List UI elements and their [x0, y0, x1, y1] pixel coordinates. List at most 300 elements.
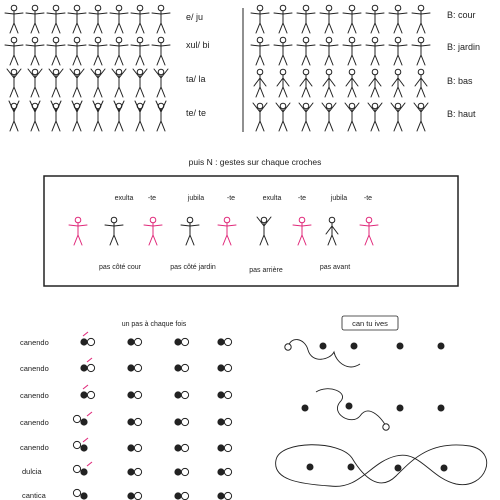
figure-left	[68, 5, 86, 33]
tr-label-2: B: jardin	[447, 42, 481, 52]
figure-leg	[157, 23, 161, 33]
figure-head	[11, 5, 17, 11]
figure-left	[7, 69, 21, 97]
figure-leg	[371, 87, 375, 97]
figure-right	[251, 37, 269, 65]
figure-leg	[394, 55, 398, 65]
dot-open	[224, 418, 231, 425]
figure-arm	[412, 13, 421, 14]
figure-leg	[352, 55, 356, 65]
figure-arm	[91, 69, 98, 78]
dot-filled	[80, 492, 87, 499]
figure-pink	[360, 217, 378, 245]
figure-leg	[119, 121, 123, 131]
figure-arm	[110, 45, 119, 46]
figure-arm	[398, 45, 407, 46]
figure-leg	[394, 121, 398, 131]
figure-right	[368, 103, 382, 131]
figure-leg	[283, 55, 287, 65]
figure-arm	[283, 13, 292, 14]
figure-grid-left	[5, 5, 170, 131]
canon-diagrams	[276, 340, 487, 487]
figure-left	[135, 101, 145, 131]
figure-arm	[274, 45, 283, 46]
figure-leg	[52, 55, 56, 65]
figure-head	[326, 69, 332, 75]
figure-arm	[414, 103, 421, 112]
figure-leg	[332, 235, 336, 245]
figure-leg	[161, 87, 165, 97]
figure-pink	[69, 217, 87, 245]
figure-arm	[161, 13, 170, 14]
figure-arm	[297, 13, 306, 14]
figure-right	[346, 69, 358, 97]
dot-open	[134, 338, 141, 345]
figure-left	[5, 37, 23, 65]
figure-arm	[119, 45, 128, 46]
dot-filled	[127, 468, 134, 475]
figure-leg	[14, 87, 18, 97]
figure-arm	[98, 13, 107, 14]
figure-gesture	[105, 217, 123, 245]
figure-head	[11, 37, 17, 43]
figure-leg	[329, 87, 333, 97]
figure-leg	[329, 23, 333, 33]
figure-left	[51, 101, 61, 131]
dot-filled	[217, 468, 224, 475]
figure-leg	[52, 23, 56, 33]
figure-arm	[283, 103, 290, 112]
figure-leg	[190, 235, 194, 245]
figure-leg	[421, 121, 425, 131]
figure-arm	[133, 69, 140, 78]
syllable-7: jubila	[330, 195, 348, 202]
figure-arm	[161, 45, 170, 46]
figure-leg	[264, 235, 268, 245]
figure-grid-right	[251, 5, 430, 131]
figure-leg	[119, 55, 123, 65]
figure-arm	[302, 225, 311, 226]
figure-head	[95, 69, 101, 75]
figure-left	[131, 5, 149, 33]
figure-head	[75, 217, 81, 223]
figure-arm	[421, 45, 430, 46]
dot-open	[134, 418, 141, 425]
figure-arm	[412, 45, 421, 46]
figure-head	[303, 37, 309, 43]
figure-right	[414, 103, 428, 131]
figure-leg	[94, 55, 98, 65]
figure-arm	[72, 101, 77, 112]
figure-arm	[218, 225, 227, 226]
figure-leg	[398, 121, 402, 131]
canon-dot	[348, 464, 355, 471]
figure-leg	[329, 121, 333, 131]
figure-arm	[14, 45, 23, 46]
dot-open	[87, 364, 94, 371]
figure-arm	[98, 69, 105, 78]
figure-leg	[56, 55, 60, 65]
figure-arm	[47, 45, 56, 46]
figure-arm	[293, 225, 302, 226]
figure-leg	[283, 23, 287, 33]
figure-head	[280, 103, 286, 109]
figure-leg	[398, 23, 402, 33]
dot-filled	[174, 418, 181, 425]
figure-leg	[421, 23, 425, 33]
figure-arm	[297, 45, 306, 46]
figure-head	[95, 37, 101, 43]
figure-head	[326, 37, 332, 43]
figure-leg	[186, 235, 190, 245]
figure-head	[257, 103, 263, 109]
figure-leg	[77, 55, 81, 65]
figure-head	[74, 69, 80, 75]
dot-open	[224, 492, 231, 499]
figure-right	[277, 69, 289, 97]
figure-arm	[68, 13, 77, 14]
figure-leg	[325, 23, 329, 33]
figure-leg	[119, 87, 123, 97]
figure-leg	[417, 87, 421, 97]
figure-arm	[343, 13, 352, 14]
figure-arm	[14, 13, 23, 14]
caption-jardin: pas côté jardin	[170, 264, 216, 271]
figure-arm	[389, 13, 398, 14]
figure-leg	[279, 87, 283, 97]
figure-left	[133, 69, 147, 97]
figure-leg	[149, 235, 153, 245]
figure-arm	[332, 226, 338, 234]
figure-arm	[260, 45, 269, 46]
figure-arm	[320, 45, 329, 46]
figure-arm	[131, 45, 140, 46]
figure-right	[323, 69, 335, 97]
figure-leg	[56, 121, 60, 131]
figure-leg	[348, 55, 352, 65]
figure-head	[74, 37, 80, 43]
figure-left	[114, 101, 124, 131]
figure-arm	[153, 225, 162, 226]
figure-arm	[56, 69, 63, 78]
figure-arm	[131, 13, 140, 14]
dot-open	[224, 364, 231, 371]
figure-arm	[306, 103, 313, 112]
figure-leg	[279, 121, 283, 131]
figure-leg	[94, 87, 98, 97]
syllable-8: -te	[363, 195, 373, 202]
figure-arm	[56, 45, 65, 46]
dot-open	[224, 468, 231, 475]
dot-filled	[174, 492, 181, 499]
figure-leg	[157, 87, 161, 97]
figure-right	[392, 69, 404, 97]
figure-arm	[35, 69, 42, 78]
figure-leg	[394, 23, 398, 33]
figure-arm	[227, 225, 236, 226]
figure-leg	[14, 121, 18, 131]
figure-arm	[326, 226, 332, 234]
figure-head	[158, 37, 164, 43]
figure-leg	[260, 55, 264, 65]
figure-arm	[69, 225, 78, 226]
section-title: puis N : gestes sur chaque croches	[188, 157, 322, 167]
dot-open	[181, 492, 188, 499]
figure-leg	[325, 121, 329, 131]
dot-open	[73, 489, 80, 496]
figure-gesture	[181, 217, 199, 245]
figure-leg	[375, 121, 379, 131]
figure-leg	[375, 23, 379, 33]
figure-gesture	[326, 217, 338, 245]
figure-head	[257, 5, 263, 11]
dot-open	[73, 415, 80, 422]
dot-filled	[174, 468, 181, 475]
canon-dot	[395, 465, 402, 472]
figure-arm	[119, 101, 124, 112]
figure-arm	[49, 69, 56, 78]
figure-left	[49, 69, 63, 97]
figure-arm	[352, 45, 361, 46]
dot-open	[181, 391, 188, 398]
figure-head	[326, 5, 332, 11]
figure-left	[93, 101, 103, 131]
figure-leg	[10, 87, 14, 97]
figure-arm	[320, 13, 329, 14]
figure-leg	[140, 55, 144, 65]
figure-left	[47, 5, 65, 33]
figure-leg	[73, 87, 77, 97]
figure-arm	[89, 13, 98, 14]
dot-open	[134, 468, 141, 475]
figure-arm	[77, 45, 86, 46]
figure-arm	[375, 103, 382, 112]
dot-filled	[127, 444, 134, 451]
figure-left	[154, 69, 168, 97]
figure-head	[372, 37, 378, 43]
figure-head	[257, 37, 263, 43]
figure-leg	[14, 23, 18, 33]
figure-leg	[115, 23, 119, 33]
figure-head	[280, 37, 286, 43]
figure-leg	[279, 23, 283, 33]
dot-filled	[174, 444, 181, 451]
figure-leg	[136, 121, 140, 131]
figure-leg	[115, 87, 119, 97]
figure-head	[150, 217, 156, 223]
figure-leg	[279, 55, 283, 65]
figure-arm	[47, 13, 56, 14]
figure-arm	[77, 13, 86, 14]
figure-arm	[119, 69, 126, 78]
figure-right	[297, 37, 315, 65]
figure-leg	[283, 87, 287, 97]
figure-leg	[325, 87, 329, 97]
figure-leg	[371, 55, 375, 65]
figure-head	[257, 69, 263, 75]
figure-leg	[153, 235, 157, 245]
figure-arm	[299, 103, 306, 112]
figure-right	[274, 37, 292, 65]
figure-arm	[253, 103, 260, 112]
figure-head	[11, 69, 17, 75]
canon-dot	[397, 343, 404, 350]
figure-leg	[302, 23, 306, 33]
caption-arriere: pas arrière	[249, 267, 283, 274]
figure-head	[32, 69, 38, 75]
figure-leg	[115, 55, 119, 65]
figure-head	[395, 103, 401, 109]
figure-head	[418, 69, 424, 75]
figure-arm	[274, 13, 283, 14]
figure-arm	[135, 101, 140, 112]
figure-leg	[10, 121, 14, 131]
canon-dot	[438, 405, 445, 412]
dot-filled	[217, 418, 224, 425]
figure-arm	[375, 45, 384, 46]
figure-head	[303, 5, 309, 11]
dot-filled	[127, 364, 134, 371]
figure-head	[224, 217, 230, 223]
figure-leg	[352, 23, 356, 33]
figure-arm	[9, 101, 14, 112]
figure-arm	[56, 13, 65, 14]
figure-arm	[283, 45, 292, 46]
figure-leg	[110, 235, 114, 245]
figure-right	[345, 103, 359, 131]
figure-arm	[257, 217, 264, 226]
figure-leg	[140, 121, 144, 131]
figure-right	[254, 69, 266, 97]
syllable-3: jubila	[187, 195, 205, 202]
figure-arm	[329, 78, 335, 86]
tl-label-1: e/ ju	[186, 12, 204, 22]
dot-filled	[174, 364, 181, 371]
caption-cour: pas côté cour	[98, 264, 142, 271]
figure-arm	[329, 13, 338, 14]
figure-arm	[415, 78, 421, 86]
figure-arm	[152, 45, 161, 46]
figure-leg	[98, 121, 102, 131]
figure-leg	[260, 23, 264, 33]
figure-leg	[31, 55, 35, 65]
figure-leg	[256, 87, 260, 97]
figure-arm	[391, 103, 398, 112]
figure-arm	[323, 78, 329, 86]
figure-arm	[35, 45, 44, 46]
figure-leg	[136, 23, 140, 33]
figure-pink	[144, 217, 162, 245]
figure-arm	[112, 69, 119, 78]
row-label-7: cantica	[22, 491, 46, 500]
syllable-6: -te	[297, 195, 307, 202]
figure-head	[329, 217, 335, 223]
figure-arm	[389, 45, 398, 46]
dot-filled	[127, 391, 134, 398]
canon-dot	[320, 343, 327, 350]
figure-arm	[306, 78, 312, 86]
row-label-3: canendo	[20, 391, 49, 400]
figure-leg	[94, 121, 98, 131]
tl-label-3: ta/ la	[186, 74, 206, 84]
figure-leg	[52, 87, 56, 97]
dot-open	[181, 418, 188, 425]
figure-leg	[35, 23, 39, 33]
figure-leg	[35, 87, 39, 97]
dot-open	[181, 444, 188, 451]
figure-right	[253, 103, 267, 131]
figure-left	[70, 69, 84, 97]
dot-filled	[217, 391, 224, 398]
figure-arm	[51, 101, 56, 112]
figure-right	[251, 5, 269, 33]
figure-leg	[328, 235, 332, 245]
figure-leg	[365, 235, 369, 245]
figure-leg	[260, 121, 264, 131]
step-arrow	[87, 358, 92, 362]
figure-right	[412, 5, 430, 33]
tl-label-4: te/ te	[186, 108, 207, 118]
steps-row-labels	[20, 338, 49, 500]
figure-arm	[343, 45, 352, 46]
figure-arm	[421, 103, 428, 112]
figure-right	[412, 37, 430, 65]
figure-arm	[56, 101, 61, 112]
dot-open	[224, 444, 231, 451]
figure-head	[303, 103, 309, 109]
figure-leg	[35, 55, 39, 65]
figure-arm	[7, 69, 14, 78]
figure-leg	[375, 87, 379, 97]
figure-left	[131, 37, 149, 65]
figure-arm	[300, 78, 306, 86]
figure-arm	[352, 103, 359, 112]
figure-head	[261, 217, 267, 223]
figure-right	[320, 5, 338, 33]
figure-leg	[417, 55, 421, 65]
canon-dot	[302, 405, 309, 412]
figure-leg	[119, 23, 123, 33]
figure-arm	[375, 13, 384, 14]
figure-arm	[140, 45, 149, 46]
step-arrow	[83, 385, 88, 389]
syllable-1: exulta	[114, 195, 134, 202]
figure-right	[366, 5, 384, 33]
figure-arm	[360, 225, 369, 226]
figure-leg	[352, 121, 356, 131]
figure-arm	[254, 78, 260, 86]
figure-arm	[5, 45, 14, 46]
figure-head	[137, 37, 143, 43]
figure-leg	[348, 87, 352, 97]
figure-leg	[348, 23, 352, 33]
figure-right	[322, 103, 336, 131]
figure-arm	[93, 101, 98, 112]
figure-right	[391, 103, 405, 131]
figure-leg	[31, 121, 35, 131]
figure-head	[303, 69, 309, 75]
figure-head	[395, 69, 401, 75]
figure-head	[137, 5, 143, 11]
figure-leg	[371, 23, 375, 33]
figure-leg	[302, 87, 306, 97]
figure-arm	[322, 103, 329, 112]
figure-leg	[375, 55, 379, 65]
figure-head	[95, 5, 101, 11]
figure-head	[349, 69, 355, 75]
figure-arm	[190, 225, 199, 226]
figure-leg	[329, 55, 333, 65]
